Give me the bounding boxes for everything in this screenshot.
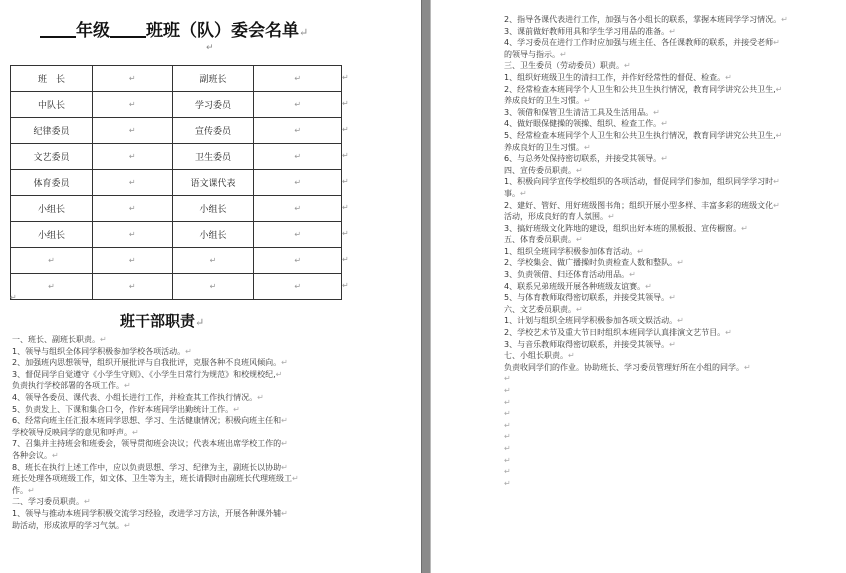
paragraph: 2、经常检查本班同学个人卫生和公共卫生执行情况，教育同学讲究公共卫生, ↵ <box>504 84 840 96</box>
roster-role-cell: 文艺委员 <box>11 144 93 170</box>
roster-name-cell <box>254 170 342 196</box>
empty-paragraph-mark: ↵ <box>504 432 511 442</box>
empty-paragraph-mark: ↵ <box>504 409 511 419</box>
duties-heading-text: 班干部职责 <box>120 312 196 330</box>
paragraph: 6、经常向班主任汇报本班同学思想、学习、生活健康情况；积极向班主任和 ↵ <box>12 415 412 427</box>
paragraph: 4、做好眼保健操的领操、组织、检查工作。 ↵ <box>504 118 840 130</box>
left-page-body-text <box>12 334 412 531</box>
roster-name-cell <box>92 274 172 300</box>
paragraph: 4、领导各委员、课代表、小组长进行工作，并检查其工作执行情况。 ↵ <box>12 392 412 404</box>
row-end-mark: ↵ <box>342 151 349 160</box>
paragraph: 2、建好、管好、用好班级图书角；组织开展小型多样、丰富多彩的班级文化 ↵ <box>504 200 840 212</box>
empty-paragraph-mark: ↵ <box>504 478 511 488</box>
paragraph: 一、班长、副班长职责。 ↵ <box>12 334 412 346</box>
roster-role-cell: 副班长 <box>172 66 254 92</box>
paragraph: 助活动，形成浓厚的学习气氛。 ↵ <box>12 520 412 532</box>
roster-name-cell <box>92 144 172 170</box>
paragraph: 3、督促同学自觉遵守《小学生守则》、《小学生日常行为规范》和校规校纪, ↵ <box>12 369 412 381</box>
paragraph: 作。 ↵ <box>12 485 412 497</box>
roster-name-cell <box>92 66 172 92</box>
roster-row <box>11 144 342 170</box>
paragraph: 养成良好的卫生习惯。 ↵ <box>504 142 840 154</box>
empty-paragraph-mark: ↵ <box>504 374 511 384</box>
roster-name-cell <box>92 222 172 248</box>
empty-paragraph-mark: ↵ <box>504 455 511 465</box>
roster-name-cell <box>254 92 342 118</box>
paragraph: 7、召集并主持班会和班委会，领导贯彻班会决议；代表本班出席学校工作的 ↵ <box>12 438 412 450</box>
roster-name-cell <box>254 66 342 92</box>
paragraph: 各种会议。 ↵ <box>12 450 412 462</box>
class-blank <box>110 22 146 38</box>
paragraph: 学校领导反映同学的意见和呼声。 ↵ <box>12 427 412 439</box>
roster-row <box>11 66 342 92</box>
empty-paragraph-mark: ↵ <box>504 467 511 477</box>
roster-role-cell <box>11 274 93 300</box>
empty-paragraph-mark: ↵ <box>504 397 511 407</box>
paragraph: 2、加强班内思想领导，组织开展批评与自我批评，克服各种不良班风倾向。 ↵ <box>12 357 412 369</box>
roster-name-cell <box>92 170 172 196</box>
roster-name-cell <box>254 144 342 170</box>
paragraph: 的领导与指示。 ↵ <box>504 49 840 61</box>
roster-role-cell: 小组长 <box>11 196 93 222</box>
paragraph: 1、组织全班同学积极参加体育活动。 ↵ <box>504 246 840 258</box>
paragraph: 负责收同学们的作业。协助班长、学习委员管理好所在小组的同学。 ↵ <box>504 362 840 374</box>
roster-role-cell: 宣传委员 <box>172 118 254 144</box>
paragraph: 5、负责发上、下课和集合口令，作好本班同学出勤统计工作。 ↵ <box>12 404 412 416</box>
grade-blank <box>40 22 76 38</box>
roster-name-cell <box>92 118 172 144</box>
paragraph: 六、文艺委员职责。 ↵ <box>504 304 840 316</box>
empty-paragraph-mark: ↵ <box>504 420 511 430</box>
paragraph-mark: ↵ <box>299 26 309 39</box>
roster-role-cell <box>172 274 254 300</box>
roster-name-cell <box>92 196 172 222</box>
roster-role-cell: 学习委员 <box>172 92 254 118</box>
row-end-mark: ↵ <box>342 229 349 238</box>
paragraph: 事。 ↵ <box>504 188 840 200</box>
roster-role-cell <box>172 248 254 274</box>
paragraph-mark: ↵ <box>195 316 205 329</box>
roster-title <box>40 16 340 41</box>
title-part-class: 班班（队）委会名单 <box>146 21 299 41</box>
paragraph: 1、组织好班级卫生的清扫工作，并作好经常性的督促、检查。 ↵ <box>504 72 840 84</box>
paragraph: 4、联系兄弟班级开展各种班级友谊赛。 ↵ <box>504 281 840 293</box>
roster-row <box>11 118 342 144</box>
roster-role-cell: 语文课代表 <box>172 170 254 196</box>
roster-name-cell <box>254 248 342 274</box>
paragraph: 班长处理各项班级工作，如文体、卫生等为主，班长请假时由副班长代理班级工 ↵ <box>12 473 412 485</box>
empty-paragraph-mark: ↵ <box>504 443 511 453</box>
row-end-mark: ↵ <box>342 125 349 134</box>
roster-row <box>11 92 342 118</box>
document-page-left <box>0 0 421 573</box>
paragraph: 6、与总务处保持密切联系，并接受其领导。 ↵ <box>504 153 840 165</box>
row-end-mark: ↵ <box>342 203 349 212</box>
roster-role-cell: 纪律委员 <box>11 118 93 144</box>
paragraph: 2、学校集会、做广播操时负责检查人数和整队。 ↵ <box>504 257 840 269</box>
row-end-mark: ↵ <box>342 99 349 108</box>
paragraph: 4、学习委员在进行工作时应加强与班主任、各任课教师的联系，并接受老师 ↵ <box>504 37 840 49</box>
roster-row <box>11 196 342 222</box>
roster-name-cell <box>254 196 342 222</box>
roster-name-cell <box>254 222 342 248</box>
paragraph: 3、课前做好教师用具和学生学习用品的准备。 ↵ <box>504 26 840 38</box>
row-end-mark: ↵ <box>342 177 349 186</box>
paragraph: 5、经常检查本班同学个人卫生和公共卫生执行情况，教育同学讲究公共卫生, ↵ <box>504 130 840 142</box>
roster-name-cell <box>92 248 172 274</box>
paragraph: 二、学习委员职责。 ↵ <box>12 496 412 508</box>
right-page-body-text <box>504 14 840 489</box>
roster-name-cell <box>254 274 342 300</box>
table-end-mark: ↵ <box>10 293 17 302</box>
roster-role-cell: 卫生委员 <box>172 144 254 170</box>
paragraph: 七、小组长职责。 ↵ <box>504 350 840 362</box>
roster-role-cell: 小组长 <box>11 222 93 248</box>
paragraph: 1、积极向同学宣传学校组织的各项活动，督促同学们参加，组织同学学习时 ↵ <box>504 176 840 188</box>
roster-role-cell: 中队长 <box>11 92 93 118</box>
paragraph: 5、与体育教师取得密切联系，并接受其领导。 ↵ <box>504 292 840 304</box>
paragraph: 负责执行学校部署的各项工作。 ↵ <box>12 380 412 392</box>
roster-name-cell <box>92 92 172 118</box>
page-gutter <box>421 0 431 573</box>
paragraph: 四、宣传委员职责。 ↵ <box>504 165 840 177</box>
paragraph: 3、负责领借、归还体育活动用品。 ↵ <box>504 269 840 281</box>
row-end-mark: ↵ <box>342 281 349 290</box>
empty-paragraph-mark: ↵ <box>206 43 214 53</box>
roster-row <box>11 170 342 196</box>
row-end-mark: ↵ <box>342 73 349 82</box>
duties-heading <box>120 310 280 331</box>
paragraph: 1、领导与推动本班同学积极交流学习经验，改进学习方法，开展各种课外辅 ↵ <box>12 508 412 520</box>
paragraph: 1、计划与组织全班同学积极参加各项文娱活动。 ↵ <box>504 315 840 327</box>
paragraph: 2、学校艺术节及重大节日时组织本班同学认真排演文艺节目。 ↵ <box>504 327 840 339</box>
roster-row <box>11 222 342 248</box>
paragraph: 2、指导各课代表进行工作，加强与各小组长的联系，掌握本班同学学习情况。 ↵ <box>504 14 840 26</box>
paragraph: 三、卫生委员（劳动委员）职责。 ↵ <box>504 60 840 72</box>
roster-role-cell: 小组长 <box>172 196 254 222</box>
paragraph: 1、领导与组织全体同学积极参加学校各项活动。 ↵ <box>12 346 412 358</box>
roster-role-cell <box>11 248 93 274</box>
paragraph: 养成良好的卫生习惯。 ↵ <box>504 95 840 107</box>
roster-role-cell: 体育委员 <box>11 170 93 196</box>
paragraph: 五、体育委员职责。 ↵ <box>504 234 840 246</box>
roster-role-cell: 班 长 <box>11 66 93 92</box>
committee-roster-table <box>10 65 342 300</box>
paragraph: 8、班长在执行上述工作中，应以负责思想、学习、纪律为主，副班长以协助 ↵ <box>12 462 412 474</box>
roster-row <box>11 274 342 300</box>
paragraph: 3、与音乐教师取得密切联系，并接受其领导。 ↵ <box>504 339 840 351</box>
title-part-grade: 年级 <box>76 21 110 41</box>
roster-role-cell: 小组长 <box>172 222 254 248</box>
empty-paragraph-mark: ↵ <box>504 386 511 395</box>
paragraph: 3、领借和保管卫生清洁工具及生活用品。 ↵ <box>504 107 840 119</box>
row-end-mark: ↵ <box>342 255 349 264</box>
paragraph: 3、搞好班级文化阵地的建设，组织出好本班的黑板报、宣传橱窗。 ↵ <box>504 223 840 235</box>
roster-row <box>11 248 342 274</box>
roster-name-cell <box>254 118 342 144</box>
paragraph: 活动，形成良好的育人氛围。 ↵ <box>504 211 840 223</box>
